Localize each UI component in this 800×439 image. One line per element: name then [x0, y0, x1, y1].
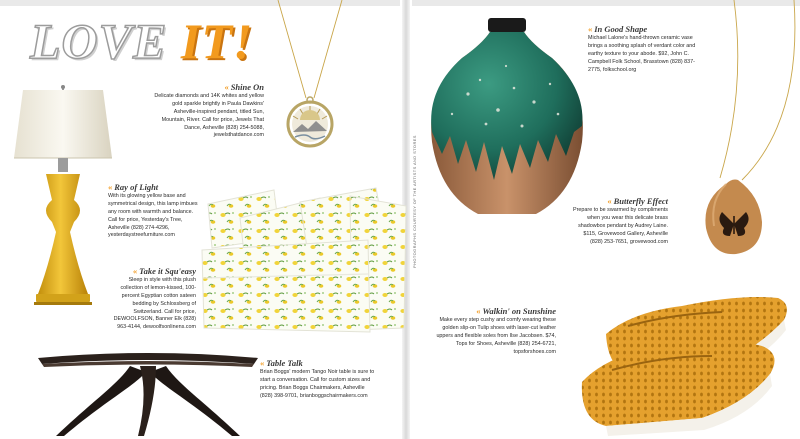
page-title: [30, 13, 254, 69]
tango-table-image: [34, 350, 265, 439]
item-in-good-shape: [588, 24, 696, 74]
item-body: Michael Lalone's hand-thrown ceramic vase brings a soothing splash of verdant color and earthy texture to your abode. $92, John C. Campbell Folk School, Brasstown (828) 837-2775, folkschool.org: [588, 35, 696, 73]
item-title: In Good Shape: [594, 24, 648, 34]
chevron-icon: «: [224, 82, 229, 92]
chevron-icon: «: [132, 266, 138, 276]
item-title: Table Talk: [266, 358, 303, 368]
page-title-word-love: LOVE: [30, 13, 168, 69]
chevron-icon: «: [607, 196, 612, 206]
chevron-icon: «: [476, 306, 481, 316]
item-shine-on: [154, 82, 264, 140]
tulip-shoes-image: [572, 286, 796, 436]
item-title: Take it Squ'easy: [139, 266, 196, 276]
chevron-icon: «: [260, 358, 265, 368]
page-title-word-it: IT!: [180, 13, 254, 69]
item-title: Ray of Light: [114, 182, 159, 192]
lemon-bedding-image: [200, 178, 410, 336]
item-title: Shine On: [230, 82, 264, 92]
chevron-icon: «: [108, 182, 113, 192]
photo-credit: PHOTOGRAPHS COURTESY OF THE ARTISTS AND STORES: [412, 135, 417, 268]
chevron-icon: «: [588, 24, 593, 34]
item-body: Delicate diamonds and 14K whites and yellow gold sparkle brightly in Paula Dawkins' Asheville-inspired pendant, titled Sun, Mountain, River. Call for price, Jewels That Dance, Asheville (828) 254-5088, jewelsthatdance.com: [154, 93, 264, 139]
ceramic-vase-image: [422, 14, 592, 224]
item-body: Prepare to be swarmed by compliments when you wear this delicate brass shadowbox pendant by Audrey Laine. $115, Grovewood Gallery, Asheville (828) 253-7651, grovewood.com: [573, 207, 668, 245]
item-table-talk: [260, 358, 378, 401]
item-body: Make every step cushy and comfy wearing these golden slip-on Tulip shoes with laser-cut leather uppers and flexible soles from Ilse Jacobsen. $74, Tops for Shoes, Asheville (828) 254-6721, topsforshoes.com: [436, 317, 556, 355]
item-ray-of-light: [108, 182, 200, 240]
yellow-lamp-image: [8, 82, 118, 312]
sun-pendant-image: [270, 0, 350, 160]
item-walkin-on-sunshine: [432, 306, 556, 356]
item-take-it-squeasy: [112, 266, 196, 332]
item-title: Walkin' on Sunshine: [482, 306, 556, 316]
item-body: With its glowing yellow base and symmetrical design, this lamp imbues any room with warmth and balance. Call for price, Yesterday's Tree, Asheville (828) 274-4296, yesterdaystreefurniture.com: [108, 193, 198, 239]
item-body: Brian Boggs' modern Tango Noir table is sure to start a conversation. Call for custom sizes and pricing. Brian Boggs Chairmakers, Asheville (828) 398-9701, brianboggschairmakers.com: [260, 369, 375, 399]
item-body: Sleep in style with this plush collection of lemon-kissed, 100-percent Egyptian cotton sateen bedding by Schlossberg of Switzerland. Call for price, DEWOOLFSON, Banner Elk (828) 963-4144, dewoolfsonlinens.com: [113, 277, 196, 331]
item-butterfly-effect: [572, 196, 668, 246]
item-title: Butterfly Effect: [613, 196, 668, 206]
